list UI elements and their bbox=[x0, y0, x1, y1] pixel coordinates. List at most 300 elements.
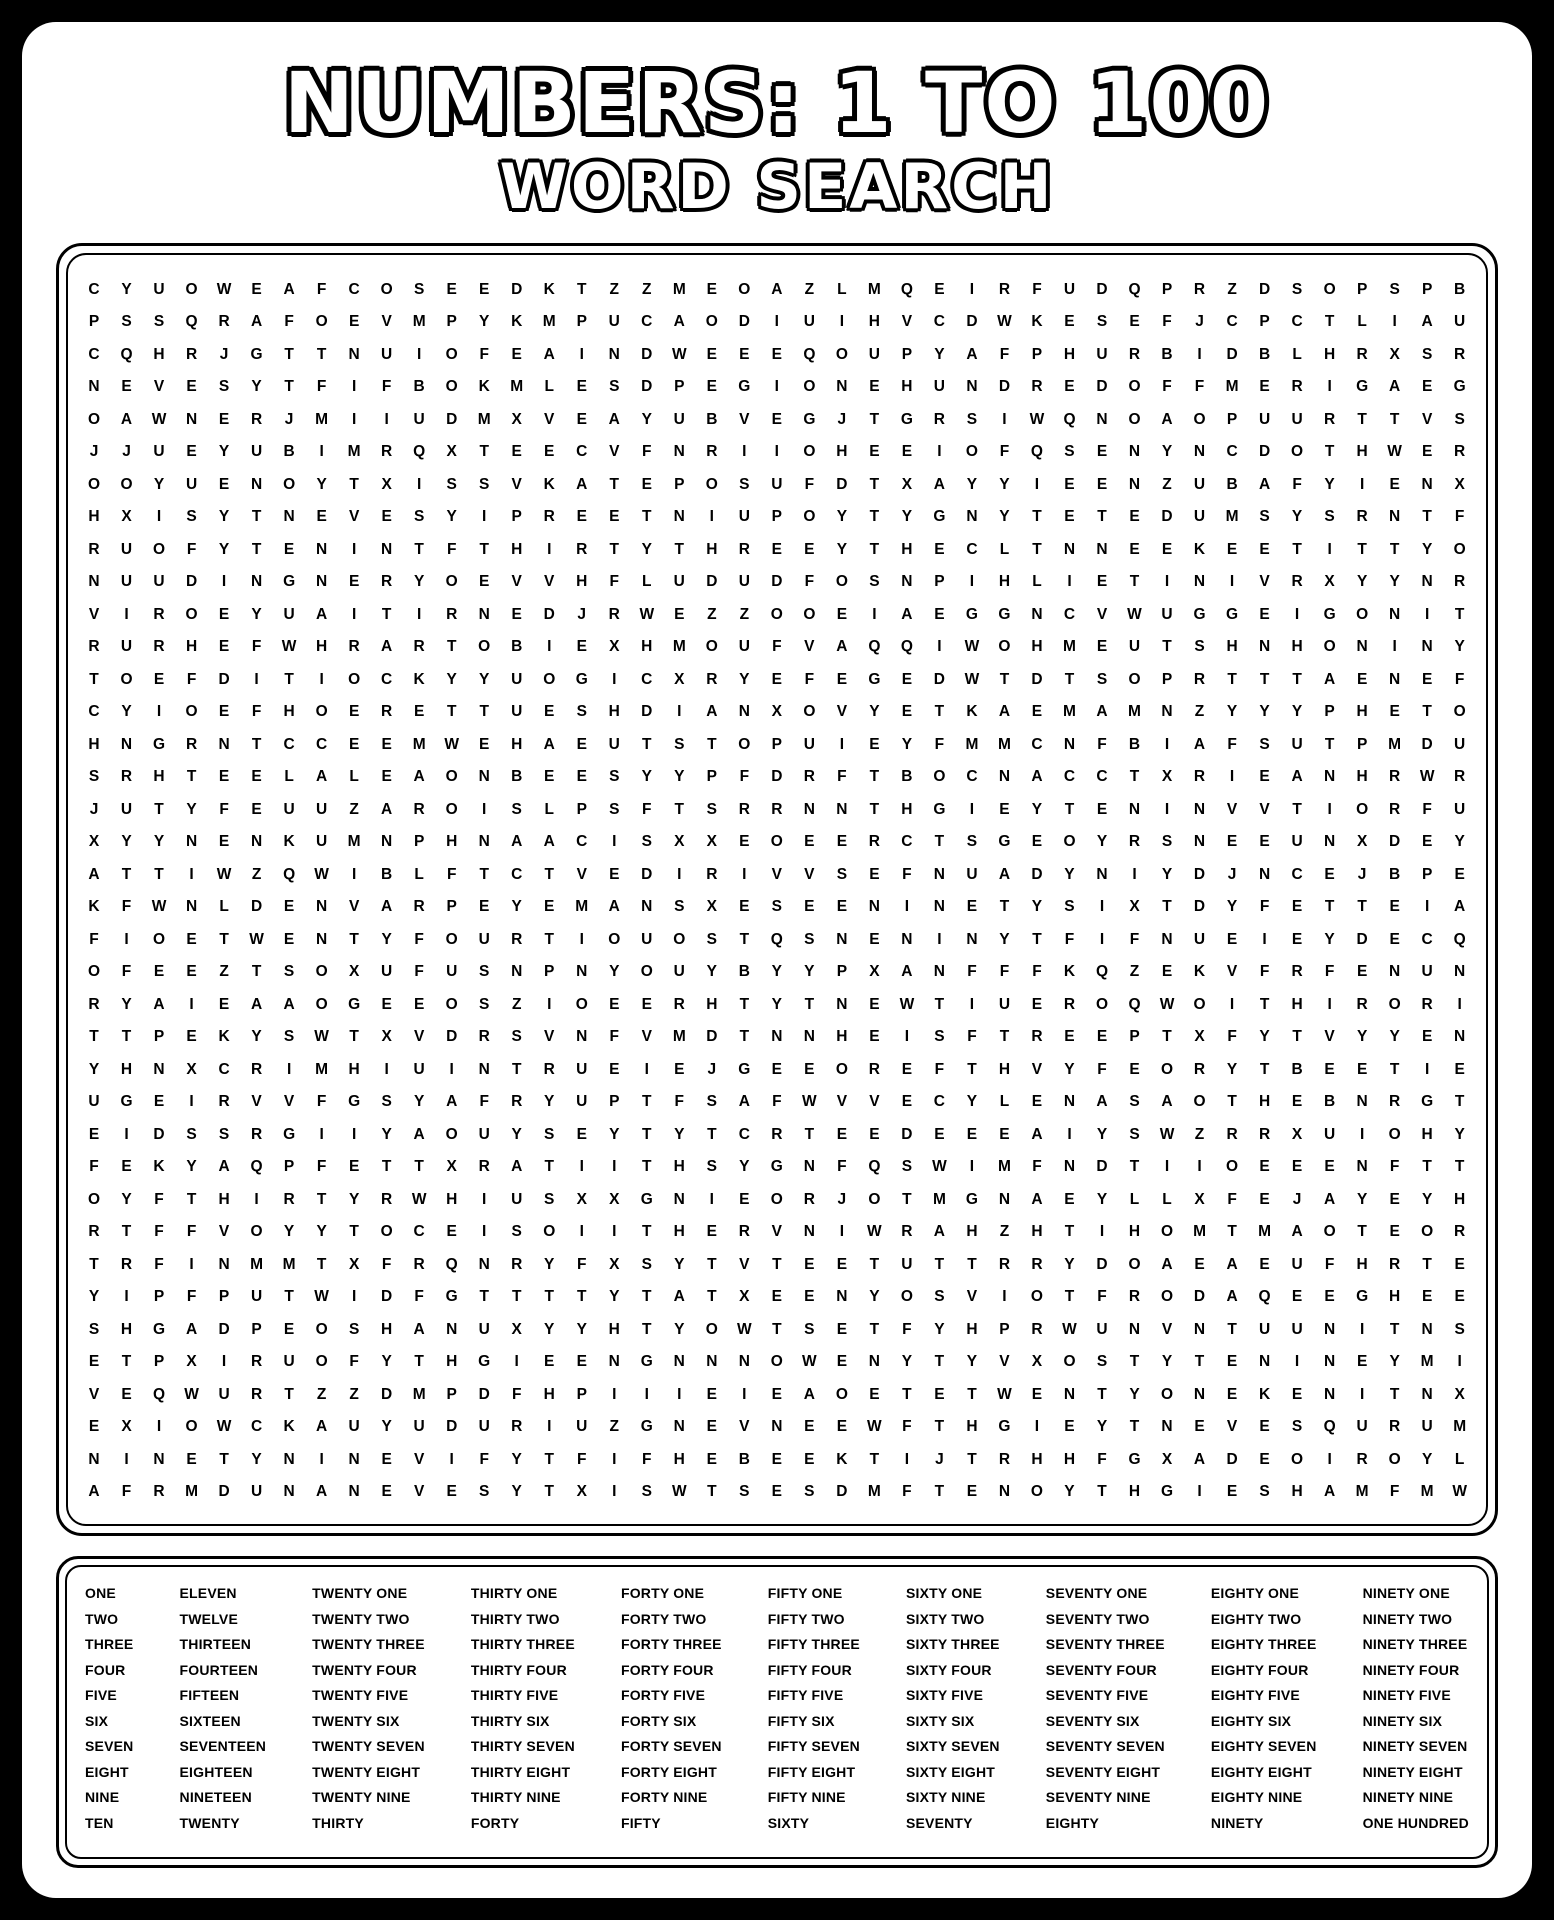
grid-letter[interactable]: U bbox=[1258, 410, 1271, 428]
grid-letter[interactable]: E bbox=[869, 995, 880, 1013]
grid-letter[interactable]: Y bbox=[836, 540, 848, 558]
grid-letter[interactable]: T bbox=[869, 508, 880, 526]
grid-letter[interactable]: N bbox=[250, 833, 263, 851]
grid-letter[interactable]: E bbox=[381, 735, 392, 753]
grid-letter[interactable]: X bbox=[739, 1288, 750, 1306]
grid-letter[interactable]: N bbox=[966, 508, 978, 526]
grid-letter[interactable]: O bbox=[900, 1288, 913, 1306]
word-list-item[interactable]: FOURTEEN bbox=[179, 1661, 259, 1678]
word-list-item[interactable]: SIXTY THREE bbox=[905, 1636, 1000, 1653]
grid-letter[interactable]: R bbox=[185, 345, 198, 363]
grid-letter[interactable]: L bbox=[544, 800, 554, 818]
word-list-item[interactable]: THIRTY TWO bbox=[470, 1610, 560, 1627]
grid-letter[interactable]: E bbox=[804, 1288, 815, 1306]
grid-letter[interactable]: T bbox=[1292, 800, 1302, 818]
grid-letter[interactable]: S bbox=[413, 280, 425, 298]
grid-letter[interactable]: O bbox=[445, 800, 458, 818]
grid-letter[interactable]: E bbox=[186, 963, 197, 981]
grid-letter[interactable]: S bbox=[1291, 280, 1303, 298]
grid-letter[interactable]: I bbox=[904, 898, 910, 916]
word-list-item[interactable]: SEVENTY ONE bbox=[1045, 1585, 1148, 1602]
grid-letter[interactable]: L bbox=[284, 768, 294, 786]
grid-letter[interactable]: M bbox=[1128, 703, 1141, 721]
grid-letter[interactable]: M bbox=[477, 410, 491, 428]
word-list-item[interactable]: TWENTY TWO bbox=[312, 1610, 410, 1627]
grid-letter[interactable]: G bbox=[1356, 378, 1369, 396]
grid-letter[interactable]: E bbox=[1226, 540, 1238, 558]
grid-letter[interactable]: T bbox=[1129, 1353, 1140, 1371]
grid-letter[interactable]: G bbox=[1421, 1093, 1434, 1111]
grid-letter[interactable]: F bbox=[186, 1288, 197, 1306]
grid-letter[interactable]: O bbox=[315, 995, 328, 1013]
grid-letter[interactable]: W bbox=[444, 735, 459, 753]
grid-letter[interactable]: K bbox=[153, 1158, 165, 1176]
grid-letter[interactable]: H bbox=[966, 1418, 978, 1436]
grid-letter[interactable]: L bbox=[1129, 1190, 1140, 1208]
grid-letter[interactable]: A bbox=[543, 345, 555, 363]
grid-letter[interactable]: T bbox=[479, 443, 489, 461]
grid-letter[interactable]: M bbox=[347, 443, 361, 461]
grid-letter[interactable]: I bbox=[124, 930, 129, 948]
grid-letter[interactable]: I bbox=[742, 443, 747, 461]
word-list-item[interactable]: THIRTY THREE bbox=[470, 1636, 575, 1653]
grid-letter[interactable]: R bbox=[1193, 1060, 1206, 1078]
grid-letter[interactable]: W bbox=[997, 1385, 1012, 1403]
word-list-item[interactable]: FORTY FIVE bbox=[620, 1687, 706, 1704]
grid-letter[interactable]: O bbox=[705, 475, 718, 493]
grid-letter[interactable]: K bbox=[413, 670, 425, 688]
grid-letter[interactable]: O bbox=[1030, 1483, 1043, 1501]
grid-letter[interactable]: T bbox=[1162, 638, 1172, 656]
word-list-item[interactable]: NINETY NINE bbox=[1362, 1789, 1454, 1806]
grid-letter[interactable]: I bbox=[1359, 1320, 1365, 1338]
grid-letter[interactable]: O bbox=[348, 670, 361, 688]
grid-letter[interactable]: T bbox=[642, 1320, 652, 1338]
grid-letter[interactable]: T bbox=[544, 1483, 554, 1501]
grid-letter[interactable]: E bbox=[1096, 638, 1108, 656]
grid-letter[interactable]: O bbox=[153, 540, 166, 558]
grid-letter[interactable]: T bbox=[967, 1450, 977, 1468]
grid-letter[interactable]: R bbox=[153, 605, 165, 623]
grid-letter[interactable]: T bbox=[544, 1158, 554, 1176]
grid-letter[interactable]: D bbox=[641, 378, 653, 396]
grid-letter[interactable]: U bbox=[316, 800, 328, 818]
grid-letter[interactable]: S bbox=[186, 1125, 197, 1143]
grid-letter[interactable]: D bbox=[1096, 378, 1108, 396]
grid-letter[interactable]: D bbox=[218, 1483, 230, 1501]
grid-letter[interactable]: A bbox=[316, 1418, 328, 1436]
grid-letter[interactable]: D bbox=[1096, 1158, 1108, 1176]
grid-letter[interactable]: Y bbox=[999, 475, 1010, 493]
grid-letter[interactable]: N bbox=[673, 1418, 685, 1436]
grid-letter[interactable]: U bbox=[120, 573, 133, 591]
grid-letter[interactable]: T bbox=[934, 1483, 945, 1501]
word-list-item[interactable]: TWENTY FOUR bbox=[312, 1661, 417, 1678]
grid-letter[interactable]: S bbox=[121, 313, 132, 331]
grid-letter[interactable]: N bbox=[901, 930, 913, 948]
grid-letter[interactable]: I bbox=[612, 670, 617, 688]
grid-letter[interactable]: A bbox=[998, 703, 1011, 721]
grid-letter[interactable]: N bbox=[120, 735, 133, 753]
grid-letter[interactable]: E bbox=[804, 1450, 815, 1468]
grid-letter[interactable]: F bbox=[609, 1028, 619, 1046]
grid-letter[interactable]: G bbox=[640, 1418, 653, 1436]
grid-letter[interactable]: F bbox=[479, 1450, 489, 1468]
grid-letter[interactable]: O bbox=[153, 930, 166, 948]
grid-letter[interactable]: R bbox=[88, 995, 100, 1013]
grid-letter[interactable]: V bbox=[1161, 1320, 1173, 1338]
grid-letter[interactable]: U bbox=[478, 1320, 490, 1338]
grid-letter[interactable]: Y bbox=[1064, 865, 1075, 883]
grid-letter[interactable]: Y bbox=[609, 963, 620, 981]
grid-letter[interactable]: A bbox=[413, 768, 425, 786]
grid-letter[interactable]: R bbox=[998, 1450, 1011, 1468]
grid-letter[interactable]: N bbox=[836, 1288, 848, 1306]
grid-letter[interactable]: F bbox=[934, 735, 945, 753]
grid-letter[interactable]: I bbox=[1164, 573, 1170, 591]
grid-letter[interactable]: T bbox=[1129, 573, 1140, 591]
grid-letter[interactable]: T bbox=[1227, 1093, 1237, 1111]
grid-letter[interactable]: D bbox=[1356, 930, 1368, 948]
grid-letter[interactable]: E bbox=[706, 1450, 717, 1468]
grid-letter[interactable]: H bbox=[446, 1353, 458, 1371]
grid-letter[interactable]: N bbox=[478, 1255, 490, 1273]
grid-letter[interactable]: E bbox=[1454, 1060, 1465, 1078]
grid-letter[interactable]: X bbox=[381, 475, 392, 493]
grid-letter[interactable]: M bbox=[510, 378, 524, 396]
grid-letter[interactable]: G bbox=[738, 1060, 751, 1078]
grid-letter[interactable]: Y bbox=[479, 670, 490, 688]
grid-letter[interactable]: E bbox=[1291, 898, 1303, 916]
grid-letter[interactable]: S bbox=[1096, 670, 1108, 688]
grid-letter[interactable]: O bbox=[1128, 410, 1141, 428]
grid-letter[interactable]: O bbox=[1095, 995, 1109, 1013]
grid-letter[interactable]: I bbox=[969, 995, 975, 1013]
grid-letter[interactable]: T bbox=[804, 995, 815, 1013]
grid-letter[interactable]: H bbox=[1128, 1223, 1141, 1241]
grid-letter[interactable]: V bbox=[739, 1255, 750, 1273]
grid-letter[interactable]: U bbox=[153, 573, 165, 591]
grid-letter[interactable]: O bbox=[315, 313, 328, 331]
grid-letter[interactable]: I bbox=[1034, 475, 1040, 493]
grid-letter[interactable]: D bbox=[446, 1418, 458, 1436]
grid-letter[interactable]: L bbox=[837, 280, 847, 298]
grid-letter[interactable]: G bbox=[803, 410, 816, 428]
grid-letter[interactable]: S bbox=[771, 898, 782, 916]
grid-letter[interactable]: S bbox=[966, 833, 978, 851]
grid-letter[interactable]: B bbox=[1161, 345, 1173, 363]
grid-letter[interactable]: H bbox=[1258, 1093, 1271, 1111]
grid-letter[interactable]: E bbox=[218, 768, 230, 786]
grid-letter[interactable]: N bbox=[1063, 540, 1076, 558]
grid-letter[interactable]: X bbox=[1324, 573, 1335, 591]
grid-letter[interactable]: I bbox=[124, 605, 129, 623]
grid-letter[interactable]: Y bbox=[966, 1093, 978, 1111]
grid-letter[interactable]: I bbox=[839, 735, 845, 753]
grid-letter[interactable]: H bbox=[1356, 1255, 1368, 1273]
grid-letter[interactable]: F bbox=[967, 1028, 977, 1046]
word-list-item[interactable]: FIFTY bbox=[620, 1814, 661, 1831]
grid-letter[interactable]: T bbox=[1064, 800, 1075, 818]
grid-letter[interactable]: A bbox=[543, 735, 555, 753]
grid-letter[interactable]: I bbox=[156, 508, 162, 526]
grid-letter[interactable]: O bbox=[1226, 1158, 1239, 1176]
grid-letter[interactable]: I bbox=[1262, 930, 1267, 948]
grid-letter[interactable]: N bbox=[706, 1353, 718, 1371]
grid-letter[interactable]: V bbox=[283, 1093, 295, 1111]
grid-letter[interactable]: T bbox=[284, 378, 294, 396]
grid-letter[interactable]: T bbox=[1389, 1385, 1400, 1403]
grid-letter[interactable]: O bbox=[1291, 1450, 1304, 1468]
grid-letter[interactable]: I bbox=[221, 573, 227, 591]
grid-letter[interactable]: U bbox=[511, 670, 523, 688]
grid-letter[interactable]: E bbox=[1226, 1483, 1238, 1501]
grid-letter[interactable]: P bbox=[934, 573, 945, 591]
grid-letter[interactable]: Y bbox=[511, 1125, 522, 1143]
grid-letter[interactable]: I bbox=[937, 443, 942, 461]
grid-letter[interactable]: R bbox=[673, 995, 685, 1013]
grid-letter[interactable]: E bbox=[1161, 963, 1173, 981]
grid-letter[interactable]: P bbox=[218, 1288, 230, 1306]
grid-letter[interactable]: R bbox=[478, 1028, 490, 1046]
grid-letter[interactable]: U bbox=[1323, 1125, 1336, 1143]
grid-letter[interactable]: E bbox=[1454, 1255, 1465, 1273]
grid-letter[interactable]: E bbox=[901, 1093, 913, 1111]
grid-letter[interactable]: T bbox=[609, 540, 619, 558]
grid-letter[interactable]: N bbox=[966, 930, 978, 948]
grid-letter[interactable]: D bbox=[1421, 735, 1433, 753]
grid-letter[interactable]: Q bbox=[1128, 280, 1141, 298]
grid-letter[interactable]: Y bbox=[1031, 800, 1043, 818]
grid-letter[interactable]: F bbox=[1259, 963, 1270, 981]
grid-letter[interactable]: N bbox=[1096, 410, 1108, 428]
grid-letter[interactable]: T bbox=[544, 1288, 554, 1306]
grid-letter[interactable]: L bbox=[1357, 313, 1367, 331]
grid-letter[interactable]: A bbox=[933, 1223, 945, 1241]
grid-letter[interactable]: H bbox=[901, 378, 913, 396]
grid-letter[interactable]: T bbox=[1129, 768, 1140, 786]
grid-letter[interactable]: N bbox=[478, 605, 490, 623]
grid-letter[interactable]: M bbox=[315, 410, 329, 428]
grid-letter[interactable]: N bbox=[1096, 540, 1108, 558]
grid-letter[interactable]: T bbox=[1259, 670, 1270, 688]
grid-letter[interactable]: T bbox=[642, 1093, 652, 1111]
grid-letter[interactable]: S bbox=[1161, 833, 1173, 851]
grid-letter[interactable]: Y bbox=[1259, 703, 1270, 721]
grid-letter[interactable]: R bbox=[1291, 378, 1303, 396]
grid-letter[interactable]: M bbox=[672, 280, 686, 298]
grid-letter[interactable]: H bbox=[153, 345, 165, 363]
grid-letter[interactable]: N bbox=[153, 1060, 165, 1078]
grid-letter[interactable]: R bbox=[738, 1223, 750, 1241]
word-list-item[interactable]: FIFTY SIX bbox=[767, 1712, 835, 1729]
grid-letter[interactable]: A bbox=[738, 1093, 750, 1111]
grid-letter[interactable]: T bbox=[89, 670, 99, 688]
grid-letter[interactable]: W bbox=[151, 410, 167, 428]
grid-letter[interactable]: B bbox=[706, 410, 718, 428]
word-list-item[interactable]: NINETY FOUR bbox=[1362, 1661, 1460, 1678]
grid-letter[interactable]: O bbox=[803, 443, 816, 461]
grid-letter[interactable]: F bbox=[186, 1223, 197, 1241]
grid-letter[interactable]: N bbox=[933, 898, 945, 916]
grid-letter[interactable]: W bbox=[1159, 1125, 1175, 1143]
grid-letter[interactable]: G bbox=[1323, 605, 1336, 623]
grid-letter[interactable]: X bbox=[901, 475, 913, 493]
grid-letter[interactable]: R bbox=[381, 703, 393, 721]
grid-letter[interactable]: E bbox=[88, 1418, 100, 1436]
grid-letter[interactable]: I bbox=[1164, 800, 1170, 818]
grid-letter[interactable]: K bbox=[511, 313, 523, 331]
grid-letter[interactable]: O bbox=[283, 475, 296, 493]
grid-letter[interactable]: U bbox=[738, 508, 750, 526]
grid-letter[interactable]: I bbox=[514, 1353, 519, 1371]
grid-letter[interactable]: Y bbox=[381, 1353, 392, 1371]
grid-letter[interactable]: H bbox=[153, 768, 165, 786]
grid-letter[interactable]: R bbox=[608, 605, 620, 623]
grid-letter[interactable]: N bbox=[1421, 638, 1433, 656]
grid-letter[interactable]: E bbox=[804, 898, 815, 916]
grid-letter[interactable]: T bbox=[479, 703, 489, 721]
grid-letter[interactable]: F bbox=[902, 1418, 912, 1436]
grid-letter[interactable]: N bbox=[1193, 573, 1206, 591]
grid-letter[interactable]: I bbox=[677, 1385, 682, 1403]
word-list-item[interactable]: TWENTY NINE bbox=[312, 1789, 411, 1806]
grid-letter[interactable]: G bbox=[1160, 1483, 1174, 1501]
grid-letter[interactable]: A bbox=[706, 703, 718, 721]
grid-letter[interactable]: I bbox=[969, 800, 975, 818]
grid-letter[interactable]: U bbox=[413, 1418, 425, 1436]
grid-letter[interactable]: T bbox=[902, 1385, 912, 1403]
grid-letter[interactable]: E bbox=[1421, 833, 1433, 851]
grid-letter[interactable]: Y bbox=[544, 1320, 555, 1338]
grid-letter[interactable]: K bbox=[1193, 963, 1206, 981]
grid-letter[interactable]: N bbox=[803, 1158, 815, 1176]
word-list-item[interactable]: THIRTY NINE bbox=[470, 1789, 561, 1806]
grid-letter[interactable]: K bbox=[1193, 540, 1206, 558]
grid-letter[interactable]: Y bbox=[609, 1288, 620, 1306]
grid-letter[interactable]: A bbox=[1031, 768, 1043, 786]
grid-letter[interactable]: Y bbox=[1129, 1385, 1140, 1403]
grid-letter[interactable]: N bbox=[1096, 865, 1108, 883]
grid-letter[interactable]: I bbox=[351, 540, 357, 558]
grid-letter[interactable]: H bbox=[576, 573, 588, 591]
grid-letter[interactable]: K bbox=[836, 1450, 848, 1468]
grid-letter[interactable]: R bbox=[933, 410, 945, 428]
grid-letter[interactable]: U bbox=[153, 280, 165, 298]
grid-letter[interactable]: A bbox=[381, 638, 393, 656]
word-list-item[interactable]: NINETY SIX bbox=[1362, 1712, 1443, 1729]
grid-letter[interactable]: N bbox=[1421, 573, 1433, 591]
grid-letter[interactable]: E bbox=[1096, 800, 1108, 818]
grid-letter[interactable]: M bbox=[575, 898, 589, 916]
grid-letter[interactable]: H bbox=[283, 703, 295, 721]
grid-letter[interactable]: B bbox=[1323, 1093, 1336, 1111]
grid-letter[interactable]: R bbox=[1389, 768, 1401, 786]
word-list-item[interactable]: SEVENTY NINE bbox=[1045, 1789, 1151, 1806]
grid-letter[interactable]: N bbox=[283, 1450, 295, 1468]
grid-letter[interactable]: N bbox=[1356, 1093, 1368, 1111]
grid-letter[interactable]: T bbox=[869, 1255, 880, 1273]
word-list-item[interactable]: SIXTEEN bbox=[179, 1712, 241, 1729]
grid-letter[interactable]: H bbox=[316, 638, 328, 656]
grid-letter[interactable]: U bbox=[381, 963, 393, 981]
grid-letter[interactable]: E bbox=[186, 1450, 197, 1468]
grid-letter[interactable]: X bbox=[186, 1353, 197, 1371]
grid-letter[interactable]: N bbox=[966, 378, 978, 396]
grid-letter[interactable]: T bbox=[1259, 1060, 1270, 1078]
grid-letter[interactable]: E bbox=[869, 865, 880, 883]
grid-letter[interactable]: W bbox=[671, 1483, 687, 1501]
grid-letter[interactable]: T bbox=[544, 930, 554, 948]
grid-letter[interactable]: E bbox=[999, 800, 1010, 818]
grid-letter[interactable]: O bbox=[770, 1190, 783, 1208]
grid-letter[interactable]: I bbox=[254, 670, 259, 688]
grid-letter[interactable]: H bbox=[641, 638, 653, 656]
grid-letter[interactable]: L bbox=[999, 540, 1010, 558]
grid-letter[interactable]: C bbox=[933, 313, 945, 331]
grid-letter[interactable]: W bbox=[1159, 995, 1175, 1013]
grid-letter[interactable]: C bbox=[1063, 768, 1076, 786]
grid-letter[interactable]: O bbox=[1388, 995, 1401, 1013]
grid-letter[interactable]: T bbox=[89, 1255, 99, 1273]
grid-letter[interactable]: H bbox=[1031, 1450, 1043, 1468]
grid-letter[interactable]: K bbox=[88, 898, 100, 916]
grid-letter[interactable]: W bbox=[671, 345, 687, 363]
grid-letter[interactable]: F bbox=[414, 930, 424, 948]
grid-letter[interactable]: K bbox=[543, 475, 555, 493]
grid-letter[interactable]: N bbox=[608, 1353, 620, 1371]
grid-letter[interactable]: R bbox=[511, 1093, 523, 1111]
grid-letter[interactable]: X bbox=[348, 963, 360, 981]
grid-letter[interactable]: Y bbox=[218, 508, 230, 526]
grid-letter[interactable]: Y bbox=[88, 1288, 100, 1306]
grid-letter[interactable]: U bbox=[283, 1353, 295, 1371]
grid-letter[interactable]: E bbox=[1031, 833, 1043, 851]
grid-letter[interactable]: Y bbox=[511, 1483, 522, 1501]
grid-letter[interactable]: I bbox=[547, 540, 552, 558]
grid-letter[interactable]: N bbox=[576, 1028, 588, 1046]
grid-letter[interactable]: Z bbox=[1194, 703, 1205, 721]
grid-letter[interactable]: Y bbox=[121, 995, 132, 1013]
grid-letter[interactable]: T bbox=[1357, 540, 1367, 558]
grid-letter[interactable]: V bbox=[739, 1418, 750, 1436]
grid-letter[interactable]: F bbox=[186, 540, 197, 558]
grid-letter[interactable]: F bbox=[1454, 508, 1465, 526]
grid-letter[interactable]: X bbox=[1454, 1385, 1465, 1403]
grid-letter[interactable]: O bbox=[803, 605, 816, 623]
grid-letter[interactable]: A bbox=[836, 638, 848, 656]
grid-letter[interactable]: X bbox=[609, 1255, 620, 1273]
grid-letter[interactable]: N bbox=[803, 800, 815, 818]
grid-letter[interactable]: T bbox=[1422, 1255, 1432, 1273]
grid-letter[interactable]: N bbox=[1421, 1320, 1433, 1338]
grid-letter[interactable]: Z bbox=[219, 963, 229, 981]
grid-letter[interactable]: U bbox=[153, 443, 165, 461]
grid-letter[interactable]: T bbox=[349, 475, 359, 493]
grid-letter[interactable]: E bbox=[934, 540, 945, 558]
grid-letter[interactable]: T bbox=[707, 1288, 717, 1306]
grid-letter[interactable]: E bbox=[836, 1418, 848, 1436]
grid-letter[interactable]: P bbox=[1129, 1028, 1140, 1046]
grid-letter[interactable]: J bbox=[219, 345, 229, 363]
grid-letter[interactable]: H bbox=[381, 1320, 393, 1338]
grid-letter[interactable]: R bbox=[511, 930, 523, 948]
grid-letter[interactable]: S bbox=[706, 800, 717, 818]
grid-letter[interactable]: O bbox=[315, 1320, 328, 1338]
grid-letter[interactable]: E bbox=[348, 735, 360, 753]
grid-letter[interactable]: H bbox=[348, 1060, 360, 1078]
grid-letter[interactable]: H bbox=[706, 995, 718, 1013]
